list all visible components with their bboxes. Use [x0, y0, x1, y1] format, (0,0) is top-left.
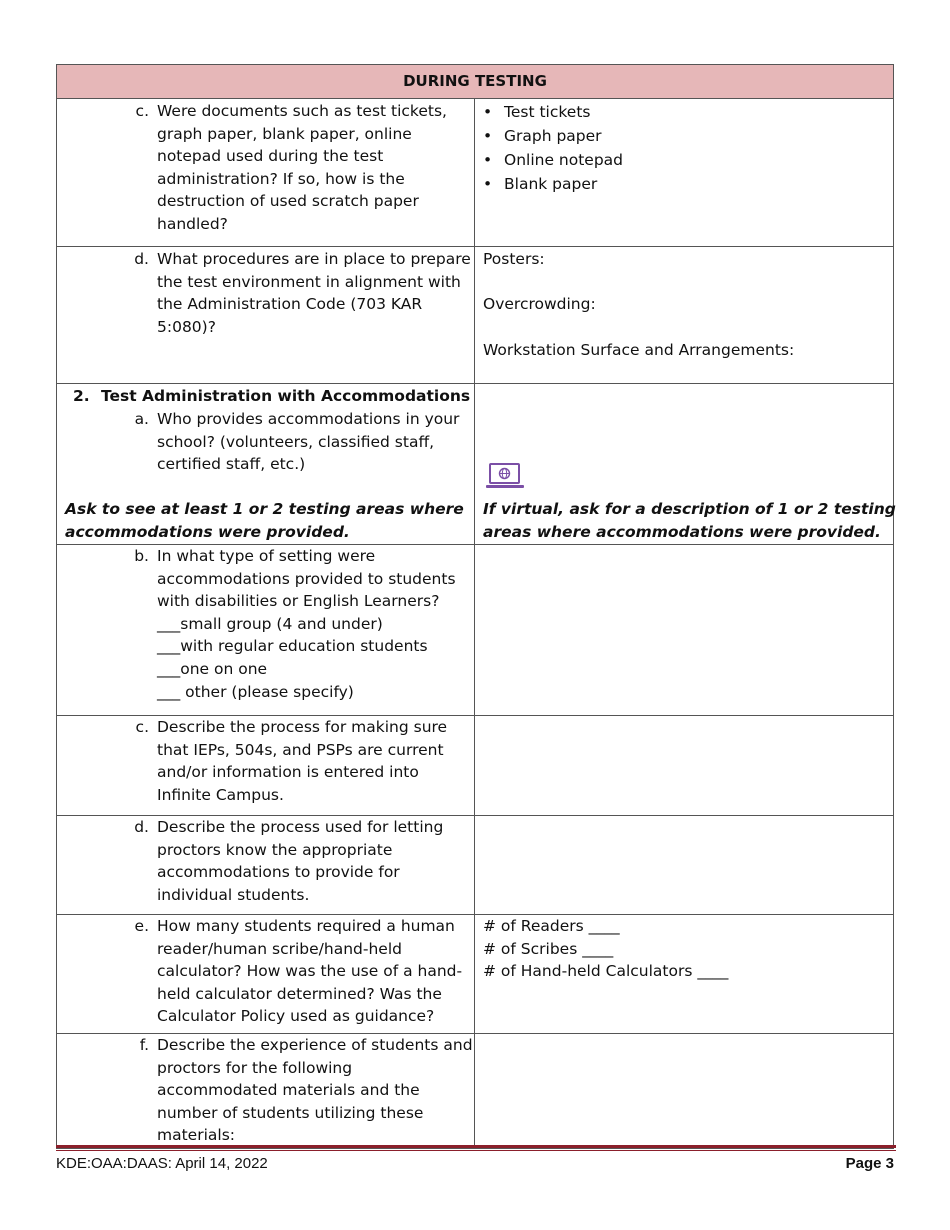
materials-list — [477, 100, 877, 196]
question-text: Who provides accommodations in your school? (volunteers, classified staff, certified staff, etc.) — [157, 410, 460, 474]
question-text: How many students required a human reader/human scribe/hand-held calculator? How was the use of a hand- held calculator determined? Was the Calculator Policy used as guidance? — [157, 917, 463, 1026]
item-label: d. — [134, 818, 149, 836]
posters-field-label: Posters: — [483, 250, 545, 268]
footer-document-id: KDE:OAA:DAAS: April 14, 2022 — [56, 1155, 268, 1172]
answer-blanks — [483, 915, 728, 983]
section-number: 2. — [73, 387, 90, 405]
row-c-documents — [57, 99, 893, 247]
workstation-field-label: Workstation Surface and Arrangements: — [483, 341, 795, 359]
virtual-instruction: If virtual, ask for a description of 1 or 2 testing areas where accommodations were provided. — [483, 500, 896, 541]
during-testing-table — [56, 64, 894, 1149]
item-label: e. — [134, 917, 149, 935]
calculators-count-field[interactable]: # of Hand-held Calculators ____ — [483, 962, 729, 981]
list-item: • Graph paper — [477, 124, 877, 148]
list-item: • Test tickets — [477, 100, 877, 124]
readers-count-field[interactable]: # of Readers ____ — [483, 917, 620, 935]
question-text: Were documents such as test tickets, graph paper, blank paper, online notepad used during the test administration? If so, how is the destruction of used scratch paper handled? — [157, 102, 447, 233]
footer-rule — [56, 1145, 896, 1148]
item-label: c. — [135, 718, 149, 736]
ask-instruction: Ask to see at least 1 or 2 testing areas where accommodations were provided. — [65, 500, 464, 541]
item-label: a. — [134, 410, 149, 428]
footer-rule-thin — [56, 1150, 896, 1151]
scribes-count-field[interactable]: # of Scribes ____ — [483, 939, 614, 958]
question-text: Describe the process for making sure that IEPs, 504s, and PSPs are current and/or information is entered into Infinite Campus. — [157, 718, 448, 804]
list-item: • Online notepad — [477, 148, 877, 172]
question-text: In what type of setting were accommodations provided to students with disabilities or English Learners? ___small group (4 and under) ___with regular education students ___one on one ___ other (please specify) — [157, 547, 456, 701]
section-heading: Test Administration with Accommodations — [101, 387, 471, 405]
row-b-setting — [57, 545, 893, 716]
question-text: What procedures are in place to prepare the test environment in alignment with the Administration Code (703 KAR 5:080)? — [157, 250, 471, 336]
question-text: Describe the process used for letting proctors know the appropriate accommodations to provide for individual students. — [157, 818, 444, 904]
answer-cell[interactable] — [475, 816, 893, 914]
item-label: f. — [139, 1036, 149, 1054]
overcrowding-field-label: Overcrowding: — [483, 295, 596, 313]
laptop-globe-icon — [485, 462, 525, 497]
row-f-materials — [57, 1034, 893, 1148]
question-text: Describe the experience of students and proctors for the following accommodated materials and the number of students utilizing these materials: — [157, 1036, 473, 1145]
item-label: c. — [135, 102, 149, 120]
row-d-proctors — [57, 816, 893, 915]
answer-cell[interactable] — [475, 545, 893, 715]
row-e-readers — [57, 915, 893, 1034]
item-label: b. — [134, 547, 149, 565]
list-item: • Blank paper — [477, 172, 877, 196]
answer-cell[interactable] — [475, 1034, 893, 1148]
page-number: Page 3 — [845, 1155, 894, 1172]
row-section-2-a — [57, 384, 896, 545]
answer-cell[interactable] — [475, 716, 893, 815]
row-d-procedures — [57, 247, 893, 384]
table-header: DURING TESTING — [57, 65, 893, 99]
row-c-ieps — [57, 716, 893, 816]
item-label: d. — [134, 250, 149, 268]
